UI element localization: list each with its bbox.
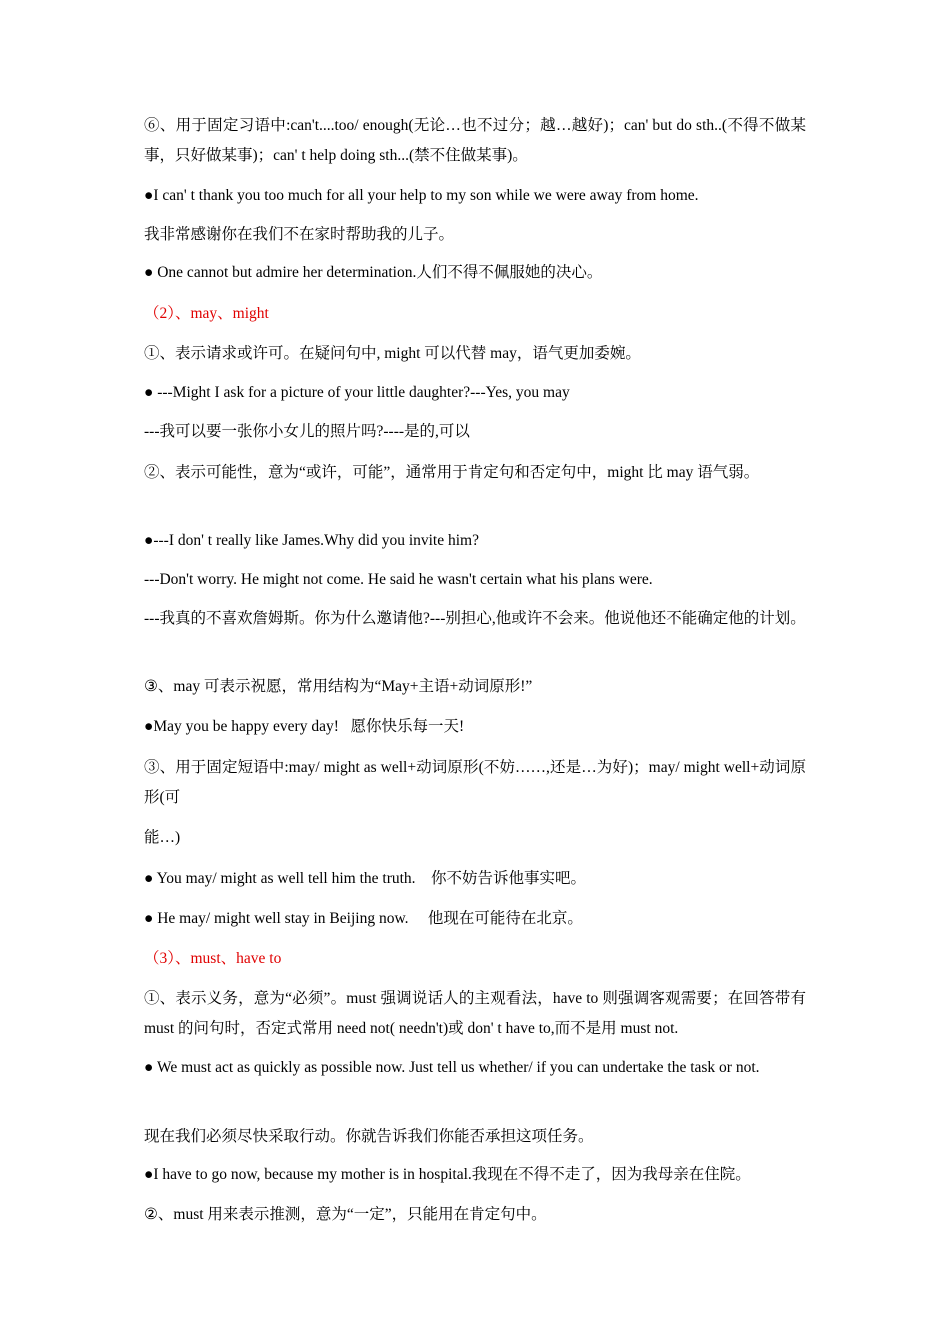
example-sentence: ---Don't worry. He might not come. He said he wasn't certain what his plans were. bbox=[144, 571, 653, 588]
rule-paragraph: ②、must 用来表示推测，意为“一定”，只能用在肯定句中。 bbox=[144, 1206, 547, 1223]
example-sentence: ●May you be happy every day! 愿你快乐每一天! bbox=[144, 718, 465, 735]
translation: ---我真的不喜欢詹姆斯。你为什么邀请他?---别担心,他或许不会来。他说他还不能确定他的计划。 bbox=[144, 610, 806, 627]
translation: 我非常感谢你在我们不在家时帮助我的儿子。 bbox=[144, 226, 455, 243]
paragraph-idioms-cant: ⑥、用于固定习语中:can't....too/ enough(无论…也不过分；越…越好)；can' but do sth..(不得不做某事，只好做某事)；can' t help doing sth...(禁不住做某事)。 bbox=[144, 117, 806, 164]
example-sentence: ● One cannot but admire her determination.人们不得不佩服她的决心。 bbox=[144, 264, 603, 281]
section-heading-must-have-to: （3）、must、have to bbox=[144, 950, 282, 967]
example-sentence: ● We must act as quickly as possible now. Just tell us whether/ if you can undertake the task or not. bbox=[144, 1059, 760, 1076]
translation: ---我可以要一张你小女儿的照片吗?----是的,可以 bbox=[144, 423, 470, 440]
example-sentence: ●I can' t thank you too much for all your help to my son while we were away from home. bbox=[144, 187, 699, 204]
rule-paragraph: ②、表示可能性，意为“或许，可能”，通常用于肯定句和否定句中，might 比 may 语气弱。 bbox=[144, 464, 760, 481]
example-sentence: ●I have to go now, because my mother is in hospital.我现在不得不走了，因为我母亲在住院。 bbox=[144, 1166, 751, 1183]
rule-paragraph: ③、may 可表示祝愿，常用结构为“May+主语+动词原形!” bbox=[144, 678, 533, 695]
rule-paragraph: ③、用于固定短语中:may/ might as well+动词原形(不妨……,还是…为好)；may/ might well+动词原形(可 bbox=[144, 759, 806, 806]
rule-paragraph-continued: 能…) bbox=[144, 829, 181, 846]
rule-paragraph: ①、表示请求或许可。在疑问句中, might 可以代替 may，语气更加委婉。 bbox=[144, 345, 641, 362]
example-sentence: ● He may/ might well stay in Beijing now. 他现在可能待在北京。 bbox=[144, 910, 583, 927]
rule-paragraph: ①、表示义务，意为“必须”。must 强调说话人的主观看法，have to 则强调客观需要；在回答带有 must 的问句时，否定式常用 need not( needn't)或 don' t have to,而不是用 must not. bbox=[144, 990, 806, 1037]
example-sentence: ● You may/ might as well tell him the truth. 你不妨告诉他事实吧。 bbox=[144, 870, 587, 887]
translation: 现在我们必须尽快采取行动。你就告诉我们你能否承担这项任务。 bbox=[144, 1128, 594, 1145]
section-heading-may-might: （2）、may、might bbox=[144, 305, 269, 322]
example-sentence: ● ---Might I ask for a picture of your little daughter?---Yes, you may bbox=[144, 384, 570, 401]
example-sentence: ●---I don' t really like James.Why did you invite him? bbox=[144, 532, 479, 549]
